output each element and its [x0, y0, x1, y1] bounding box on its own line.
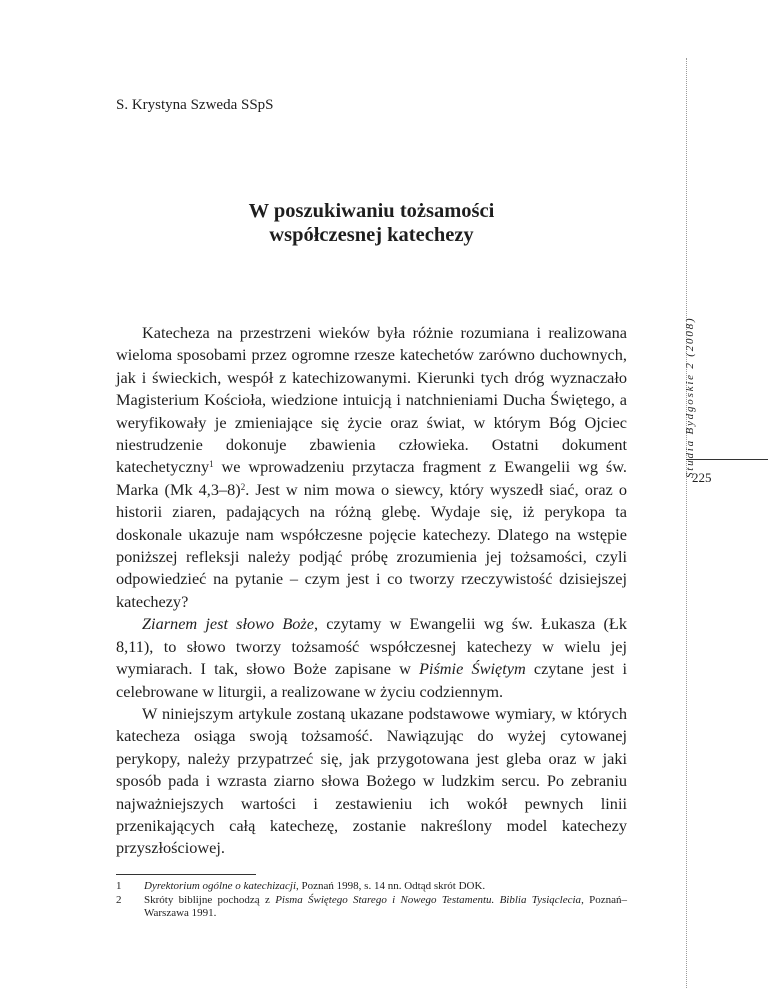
paragraph-1-text-b: we wprowadzeniu przytacza fragment z Ewangelii wg św. Marka (Mk 4,3–8): [116, 457, 627, 499]
paragraph-2-text-a: , czytamy w Ewangelii wg św. Łukasza (Łk 8,11), to słowo tworzy tożsamość współczesnej katechezy w wielu jej wymiarach. I tak, słowo Boże zapisane w: [116, 614, 627, 679]
title-line-1: W poszukiwaniu tożsamości: [248, 200, 495, 222]
footnote-2-number: 2: [116, 893, 122, 906]
paragraph-2-quote: Ziarnem jest słowo Boże: [142, 614, 314, 634]
paragraph-2-scripture: Piśmie Świętym: [418, 659, 526, 679]
title-line-2: współczesnej katechezy: [269, 224, 474, 246]
paragraph-1-text-c: . Jest w nim mowa o siewcy, który wyszedł siać, oraz o historii ziaren, padających na różną glebę. Wydaje się, iż perykopa ta doskonale ukazuje nam współczesne pojęcie katechezy. Dlatego na wstępie poniższej refleksji należy podjąć próbę zrozumienia jej tożsamości, czyli odpowiedzieć na pytanie – czym jest i co tworzy rzeczywistość dzisiejszej katechezy?: [116, 479, 627, 611]
author-line: S. Krystyna Szweda SSpS: [116, 97, 274, 113]
footnotes: [116, 880, 627, 921]
article-title: [116, 199, 627, 247]
footnote-2: [116, 894, 627, 921]
footnote-1-number: 1: [116, 880, 122, 892]
margin-dotted-rule: [686, 58, 687, 988]
footnote-2-title: Pisma Świętego Starego i Nowego Testamentu. Biblia Tysiąclecia: [275, 893, 582, 906]
paragraph-2: [116, 613, 627, 703]
paragraph-1-text-a: Katecheza na przestrzeni wieków była różnie rozumiana i realizowana wieloma sposobami przez ogromne rzesze katechetów zarówno duchownych, jak i świeckich, wespół z katechizowanymi. Kierunki tych dróg wyznaczało Magisterium Kościoła, wiedzione intuicją i natchnieniami Ducha Świętego, a weryfikowały je zmieniające się życie oraz świat, w którym Bóg Ojciec niestrudzenie dokonuje zbawienia człowieka. Ostatni dokument katechetyczny: [116, 323, 627, 477]
article-body: [116, 322, 627, 860]
footnote-1: [116, 880, 627, 894]
footnote-ref-2: 2: [240, 481, 246, 492]
page-number: 225: [692, 470, 712, 485]
journal-running-title: Studia Bydgoskie 2 (2008): [684, 316, 696, 478]
paragraph-1: [116, 322, 627, 613]
footnote-divider: [116, 874, 256, 875]
footnote-ref-1: 1: [209, 459, 214, 470]
footnote-2-text-b: , Poznań–Warszawa 1991.: [144, 893, 627, 919]
page-number-rule: [686, 459, 768, 460]
paragraph-2-text-b: czytane jest i celebrowane w liturgii, a realizowane w życiu codziennym.: [116, 659, 627, 701]
footnote-1-text: , Poznań 1998, s. 14 nn. Odtąd skrót DOK.: [296, 880, 486, 892]
paragraph-3: W niniejszym artykule zostaną ukazane podstawowe wymiary, w których katecheza osiąga swoją tożsamość. Nawiązując do wyżej cytowanej perykopy, należy przypatrzeć się, jak przygotowana jest gleba oraz w jaki sposób pada i wzrasta ziarno słowa Bożego w ludzkim sercu. Po zebraniu najważniejszych wartości i zestawieniu ich wokół pewnych linii przenikających całą katechezę, zostanie nakreślony model katechezy przyszłościowej.: [116, 703, 627, 858]
footnote-1-title: Dyrektorium ogólne o katechizacji: [144, 880, 297, 892]
footnote-2-text-a: Skróty biblijne pochodzą z: [144, 893, 276, 906]
